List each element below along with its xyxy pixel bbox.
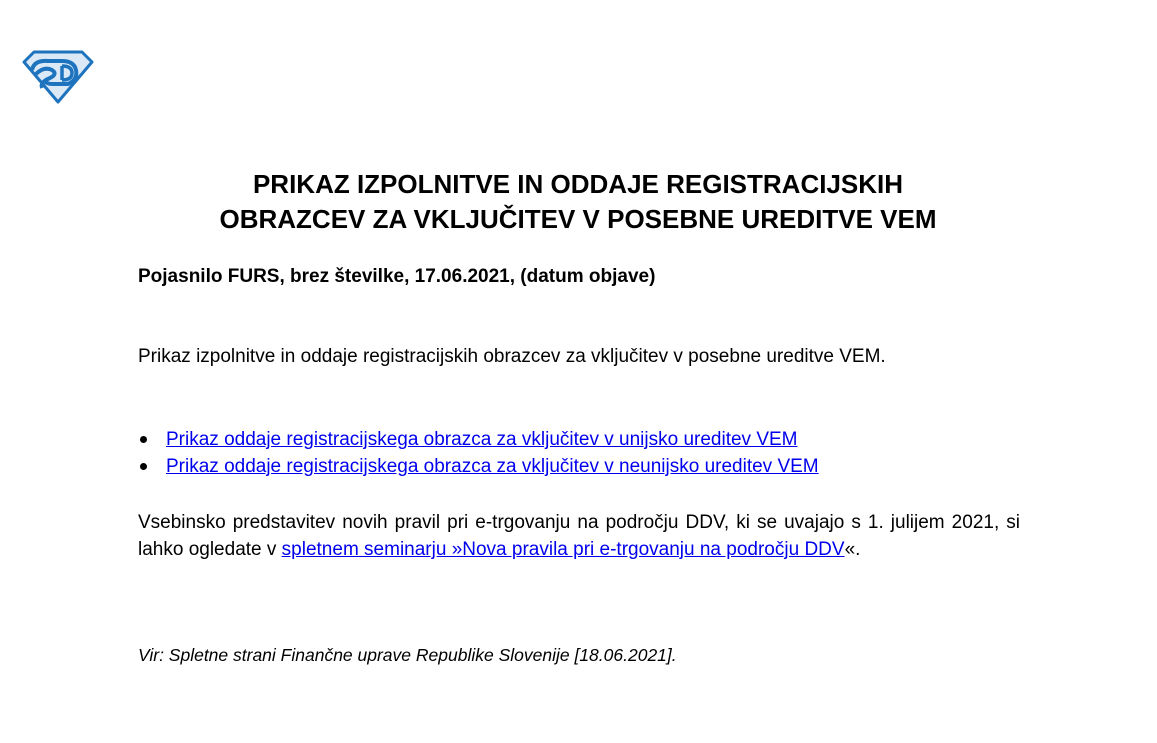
document-title <box>130 167 1026 237</box>
list-item <box>138 426 819 453</box>
bullet-icon <box>140 436 147 443</box>
body-text-before-link: Vsebinsko predstavitev novih pravil pri e-trgovanju na področju DDV, ki se uvajajo s 1. julijem 2021, si lahko ogledate v <box>138 512 1020 560</box>
link-unijska-ureditev[interactable]: Prikaz oddaje registracijskega obrazca za vključitev v unijsko ureditev VEM <box>166 429 798 450</box>
source-note: Vir: Spletne strani Finančne uprave Republike Slovenije [18.06.2021]. <box>138 645 677 665</box>
bullet-icon <box>140 463 147 470</box>
document-subtitle: Pojasnilo FURS, brez številke, 17.06.2021, (datum objave) <box>138 266 656 287</box>
sd-shield-logo-icon <box>22 50 94 104</box>
list-item <box>138 453 819 480</box>
link-neunijska-ureditev[interactable]: Prikaz oddaje registracijskega obrazca za vključitev v neunijsko ureditev VEM <box>166 456 819 477</box>
title-line-2: OBRAZCEV ZA VKLJUČITEV V POSEBNE UREDITVE VEM <box>219 204 937 234</box>
body-text-after-link: «. <box>844 539 861 560</box>
body-paragraph <box>138 509 1020 563</box>
intro-paragraph: Prikaz izpolnitve in oddaje registracijskih obrazcev za vključitev v posebne ureditve VEM. <box>138 346 886 367</box>
webinar-link[interactable]: spletnem seminarju »Nova pravila pri e-trgovanju na področju DDV <box>281 539 845 560</box>
link-list <box>138 426 819 480</box>
title-line-1: PRIKAZ IZPOLNITVE IN ODDAJE REGISTRACIJSKIH <box>252 169 904 199</box>
